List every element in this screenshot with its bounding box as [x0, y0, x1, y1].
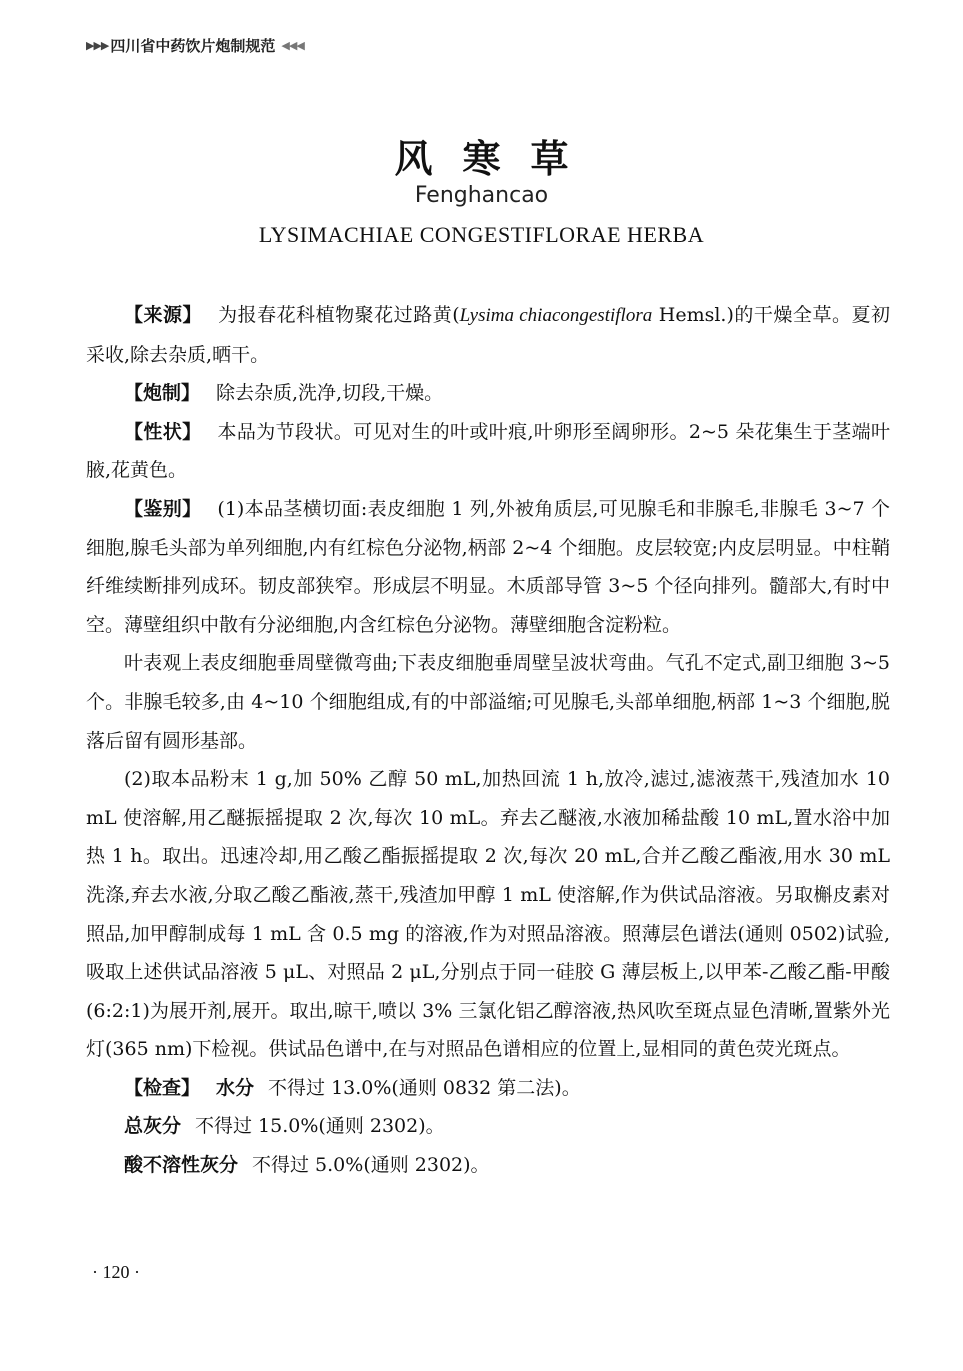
processing-label: 【炮制】	[124, 382, 201, 405]
identification-text-3: (2)取本品粉末 1 g,加 50% 乙醇 50 mL,加热回流 1 h,放冷,滤过,滤液蒸干,残渣加水 10 mL 使溶解,用乙醚振摇提取 2 次,每次 10 mL。弃去乙醚液,水液加稀盐酸 10 mL,置水浴中加热 1 h。取出。迅速冷却,用乙酸乙酯振摇提取 2 次,每次 20 mL,合并乙酸乙酯液,用水 30 mL 洗涤,弃去水液,分取乙酸乙酯液,蒸干,残渣加甲醇 1 mL 使溶解,作为供试品溶液。另取槲皮素对照品,加甲醇制成每 1 mL 含 0.5 mg 的溶液,作为对照品溶液。照薄层色谱法(通则 0502)试验,吸取上述供试品溶液 5 μL、对照品 2 μL,分别点于同一硅胶 G 薄层板上,以甲苯-乙酸乙酯-甲酸(6:2:1)为展开剂,展开。取出,晾干,喷以 3% 三氯化铝乙醇溶液,热风吹至斑点显色清晰,置紫外光灯(365 nm)下检视。供试品色谱中,在与对照品色谱相应的位置上,显相同的黄色荧光斑点。	[86, 768, 890, 1061]
identification-paragraph-2	[86, 644, 890, 760]
entry-title-cn: 风寒草	[394, 136, 599, 181]
source-text-before: 为报春花科植物聚花过路黄(	[218, 304, 460, 326]
source-text-after: Hemsl.)的干燥全草。夏初采收,除去杂质,晒干。	[86, 304, 890, 366]
water-text: 不得过 13.0%(通则 0832 第二法)。	[268, 1076, 581, 1099]
characters-label: 【性状】	[124, 420, 202, 443]
total-ash-text: 不得过 15.0%(通则 2302)。	[195, 1115, 445, 1138]
entry-latin-name: LYSIMACHIAE CONGESTIFLORAE HERBA	[258, 222, 705, 247]
book-title: 四川省中药饮片炮制规范	[110, 36, 276, 55]
page-number: · 120 ·	[92, 1262, 140, 1282]
characters-text: 本品为节段状。可见对生的叶或叶痕,叶卵形至阔卵形。2~5 朵花集生于茎端叶腋,花黄色。	[86, 420, 890, 482]
monograph-body	[86, 296, 890, 1185]
acid-ash-label: 酸不溶性灰分	[124, 1154, 239, 1177]
entry-pinyin: Fenghancao	[414, 183, 549, 208]
processing-paragraph	[86, 374, 890, 413]
identification-text-1: (1)本品茎横切面:表皮细胞 1 列,外被角质层,可见腺毛和非腺毛,非腺毛 3~7 个细胞,腺毛头部为单列细胞,内有红棕色分泌物,柄部 2~4 个细胞。皮层较宽;内皮层明显。中柱鞘纤维续断排列成环。韧皮部狭窄。形成层不明显。木质部导管 3~5 个径向排列。髓部大,有时中空。薄壁组织中散有分泌细胞,内含红棕色分泌物。薄壁细胞含淀粉粒。	[86, 497, 890, 636]
source-label: 【来源】	[124, 304, 203, 326]
identification-paragraph-1	[86, 490, 890, 644]
header-arrows-left: ◀◀◀	[281, 38, 304, 52]
characters-paragraph	[86, 413, 890, 490]
total-ash-paragraph	[86, 1107, 890, 1146]
source-species: Lysima chiacongestiflora	[459, 305, 653, 326]
acid-ash-text: 不得过 5.0%(通则 2302)。	[252, 1154, 490, 1177]
identification-label: 【鉴别】	[124, 497, 202, 520]
acid-ash-paragraph	[86, 1146, 890, 1185]
processing-text: 除去杂质,洗净,切段,干燥。	[216, 382, 444, 405]
water-label: 水分	[216, 1076, 255, 1099]
inspection-paragraph	[86, 1069, 890, 1108]
identification-paragraph-3	[86, 760, 890, 1069]
running-header	[86, 34, 304, 56]
identification-text-2: 叶表观上表皮细胞垂周壁微弯曲;下表皮细胞垂周壁呈波状弯曲。气孔不定式,副卫细胞 3~5 个。非腺毛较多,由 4~10 个细胞组成,有的中部溢缩;可见腺毛,头部单细胞,柄部 1~3 个细胞,脱落后留有圆形基部。	[86, 652, 890, 752]
source-paragraph	[86, 296, 890, 374]
total-ash-label: 总灰分	[124, 1115, 182, 1138]
inspection-label: 【检查】	[124, 1076, 201, 1099]
header-arrows-right: ▶▶▶	[86, 38, 109, 52]
